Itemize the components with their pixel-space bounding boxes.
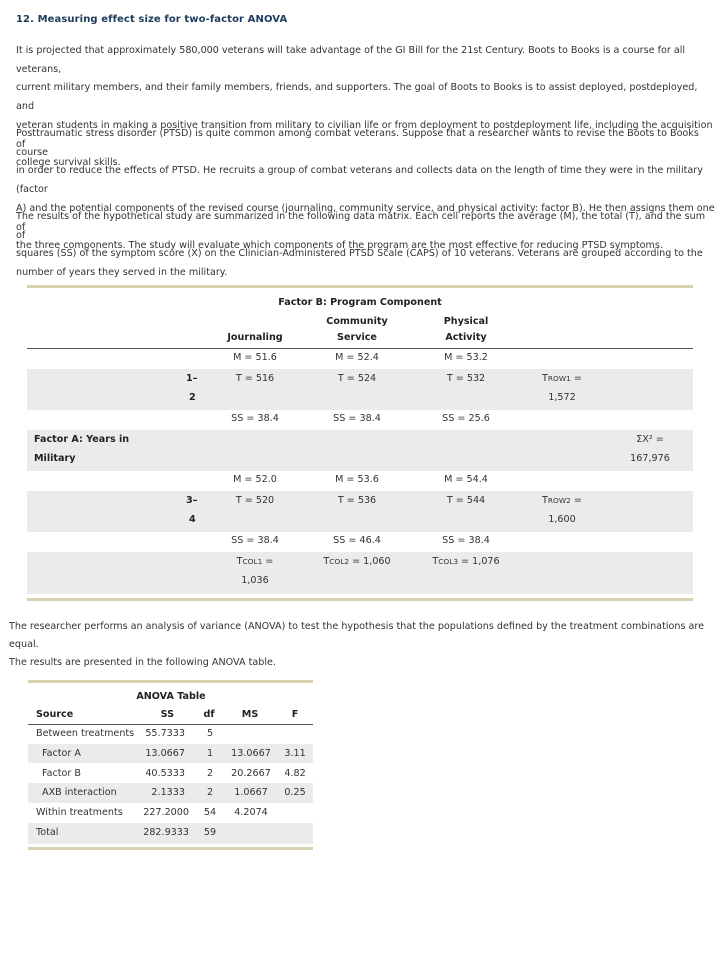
col-header-community-line1: Community bbox=[326, 316, 388, 327]
anova-source: Factor B bbox=[42, 768, 81, 779]
col-header-community-line2: Service bbox=[337, 332, 377, 343]
text-line: the three components. The study will evaluate which components of the program are the most effective for reducing PTSD symptoms. bbox=[16, 240, 663, 252]
anova-source: Within treatments bbox=[36, 807, 123, 818]
factor-a-label-line1: Factor A: Years in bbox=[34, 434, 130, 445]
col-header-journaling: Journaling bbox=[227, 332, 283, 343]
anova-ss: 282.9333 bbox=[143, 827, 189, 838]
text-line: number of years they served in the military. bbox=[16, 267, 228, 279]
cell-t: T = 532 bbox=[446, 373, 486, 384]
anova-ms: 1.0667 bbox=[234, 787, 268, 798]
total-subscript: COL3 bbox=[438, 557, 459, 566]
cell-t: T = 524 bbox=[337, 373, 377, 384]
anova-ss: 2.1333 bbox=[151, 787, 185, 798]
anova-ss: 40.5333 bbox=[145, 768, 185, 779]
cell-m: M = 53.6 bbox=[335, 474, 379, 485]
text-line: The researcher performs an analysis of variance (ANOVA) to test the hypothesis that the populations defined by the treatment combinations are equal. bbox=[9, 621, 705, 650]
total-symbol: T bbox=[323, 556, 330, 567]
anova-ms: 13.0667 bbox=[231, 748, 271, 759]
anova-f: 3.11 bbox=[284, 748, 306, 759]
total-equals: = bbox=[262, 556, 274, 567]
text-line: current military members, and their family members, friends, and supporters. The goal of Boots to Books is to assist deployed, postdeployed, and bbox=[16, 82, 698, 113]
anova-df: 59 bbox=[203, 827, 217, 838]
row-total-2-value: 1,600 bbox=[548, 514, 576, 525]
cell-m: M = 53.2 bbox=[444, 352, 488, 363]
col-total-1 bbox=[237, 556, 274, 567]
cell-t: T = 516 bbox=[235, 373, 275, 384]
anova-ss: 13.0667 bbox=[145, 748, 185, 759]
anova-source: AXB interaction bbox=[42, 787, 117, 798]
cell-ss: SS = 38.4 bbox=[231, 535, 279, 546]
anova-ms: 20.2667 bbox=[231, 768, 271, 779]
factor-a-label-line2: Military bbox=[34, 453, 76, 464]
anova-header-df: df bbox=[203, 709, 215, 720]
matrix-top-rule bbox=[27, 285, 693, 288]
anova-f: 0.25 bbox=[284, 787, 306, 798]
text-line: veteran students in making a positive transition from military to civilian life or from deployment to postdeployment life, including the acquisition of bbox=[16, 119, 713, 150]
anova-ss: 227.2000 bbox=[143, 807, 189, 818]
text-line: The results are presented in the following ANOVA table. bbox=[9, 657, 276, 668]
header-divider bbox=[27, 348, 693, 349]
total-equals: = 1,076 bbox=[458, 556, 500, 567]
text-line: The results of the hypothetical study are summarized in the following data matrix. Each cell reports the average (M), the total (T), and the sum of bbox=[16, 211, 706, 241]
cell-m: M = 54.4 bbox=[444, 474, 488, 485]
anova-source: Total bbox=[36, 827, 59, 838]
total-subscript: ROW1 bbox=[547, 374, 571, 383]
text-line: in order to reduce the effects of PTSD. He recruits a group of combat veterans and collects data on the length of time they were in the military (factor bbox=[16, 165, 703, 196]
cell-ss: SS = 25.6 bbox=[442, 413, 490, 424]
cell-m: M = 52.0 bbox=[233, 474, 277, 485]
row-label-line1: 1– bbox=[186, 373, 198, 384]
total-symbol: T bbox=[236, 556, 243, 567]
cell-ss: SS = 46.4 bbox=[333, 535, 381, 546]
text-line: It is projected that approximately 580,000 veterans will take advantage of the GI Bill for the 21st Century. Boots to Books is a course for all veterans, bbox=[16, 45, 686, 75]
total-symbol: T bbox=[542, 495, 548, 506]
anova-df: 2 bbox=[206, 768, 214, 779]
total-subscript: ROW2 bbox=[547, 496, 571, 505]
text-line: college survival skills. bbox=[16, 157, 121, 169]
cell-m: M = 51.6 bbox=[233, 352, 277, 363]
anova-ss: 55.7333 bbox=[145, 728, 185, 739]
text-line: squares (SS) of the symptom score (X) on the Clinician-Administered PTSD Scale (CAPS) of 10 veterans. Veterans are grouped according to the bbox=[16, 248, 703, 260]
cell-ss: SS = 38.4 bbox=[442, 535, 490, 546]
total-equals: = 1,060 bbox=[349, 556, 391, 567]
anova-df: 1 bbox=[206, 748, 214, 759]
total-symbol: T bbox=[542, 373, 548, 384]
grand-sum-label: ΣX² = bbox=[636, 434, 664, 445]
anova-bottom-rule bbox=[28, 847, 313, 850]
total-subscript: COL2 bbox=[329, 557, 350, 566]
total-subscript: COL1 bbox=[242, 557, 263, 566]
anova-top-rule bbox=[28, 680, 313, 683]
cell-t: T = 536 bbox=[337, 495, 377, 506]
row-total-1 bbox=[542, 373, 582, 384]
row-total-2 bbox=[542, 495, 582, 506]
row-label-line2: 4 bbox=[189, 514, 196, 525]
total-symbol: T bbox=[432, 556, 439, 567]
anova-header-divider bbox=[28, 724, 313, 725]
col-total-3 bbox=[432, 556, 499, 567]
anova-header-f: F bbox=[291, 709, 299, 720]
anova-df: 5 bbox=[206, 728, 214, 739]
anova-ms: 4.2074 bbox=[234, 807, 268, 818]
anova-header-ms: MS bbox=[241, 709, 259, 720]
text-line: A) and the potential components of the revised course (journaling, community service, and physical activity: factor B). He then assigns them one of bbox=[16, 202, 715, 233]
factor-b-title: Factor B: Program Component bbox=[278, 297, 442, 308]
col-header-physical-line1: Physical bbox=[443, 316, 489, 327]
cell-ss: SS = 38.4 bbox=[333, 413, 381, 424]
col-header-physical-line2: Activity bbox=[445, 332, 487, 343]
anova-df: 2 bbox=[206, 787, 214, 798]
matrix-description-paragraph bbox=[16, 208, 716, 283]
cell-m: M = 52.4 bbox=[335, 352, 379, 363]
anova-title: ANOVA Table bbox=[136, 691, 206, 702]
anova-header-ss: SS bbox=[160, 709, 174, 720]
matrix-bottom-rule bbox=[27, 598, 693, 601]
cell-ss: SS = 38.4 bbox=[231, 413, 279, 424]
anova-source: Factor A bbox=[42, 748, 81, 759]
anova-intro-paragraph bbox=[9, 618, 714, 672]
anova-source: Between treatments bbox=[36, 728, 135, 739]
text-line: Posttraumatic stress disorder (PTSD) is quite common among combat veterans. Suppose that a researcher wants to revise the Boots to Books course bbox=[16, 128, 699, 158]
grand-sum-value: 167,976 bbox=[630, 453, 670, 464]
col-total-1-value: 1,036 bbox=[241, 575, 269, 586]
total-equals: = bbox=[570, 373, 582, 384]
total-equals: = bbox=[570, 495, 582, 506]
anova-header-source: Source bbox=[36, 709, 74, 720]
anova-df: 54 bbox=[203, 807, 217, 818]
row-total-1-value: 1,572 bbox=[548, 392, 576, 403]
cell-t: T = 520 bbox=[235, 495, 275, 506]
cell-t: T = 544 bbox=[446, 495, 486, 506]
row-label-line2: 2 bbox=[189, 392, 196, 403]
row-label-line1: 3– bbox=[186, 495, 198, 506]
question-title: 12. Measuring effect size for two-factor ANOVA bbox=[16, 14, 288, 25]
anova-f: 4.82 bbox=[284, 768, 306, 779]
col-total-2 bbox=[323, 556, 390, 567]
